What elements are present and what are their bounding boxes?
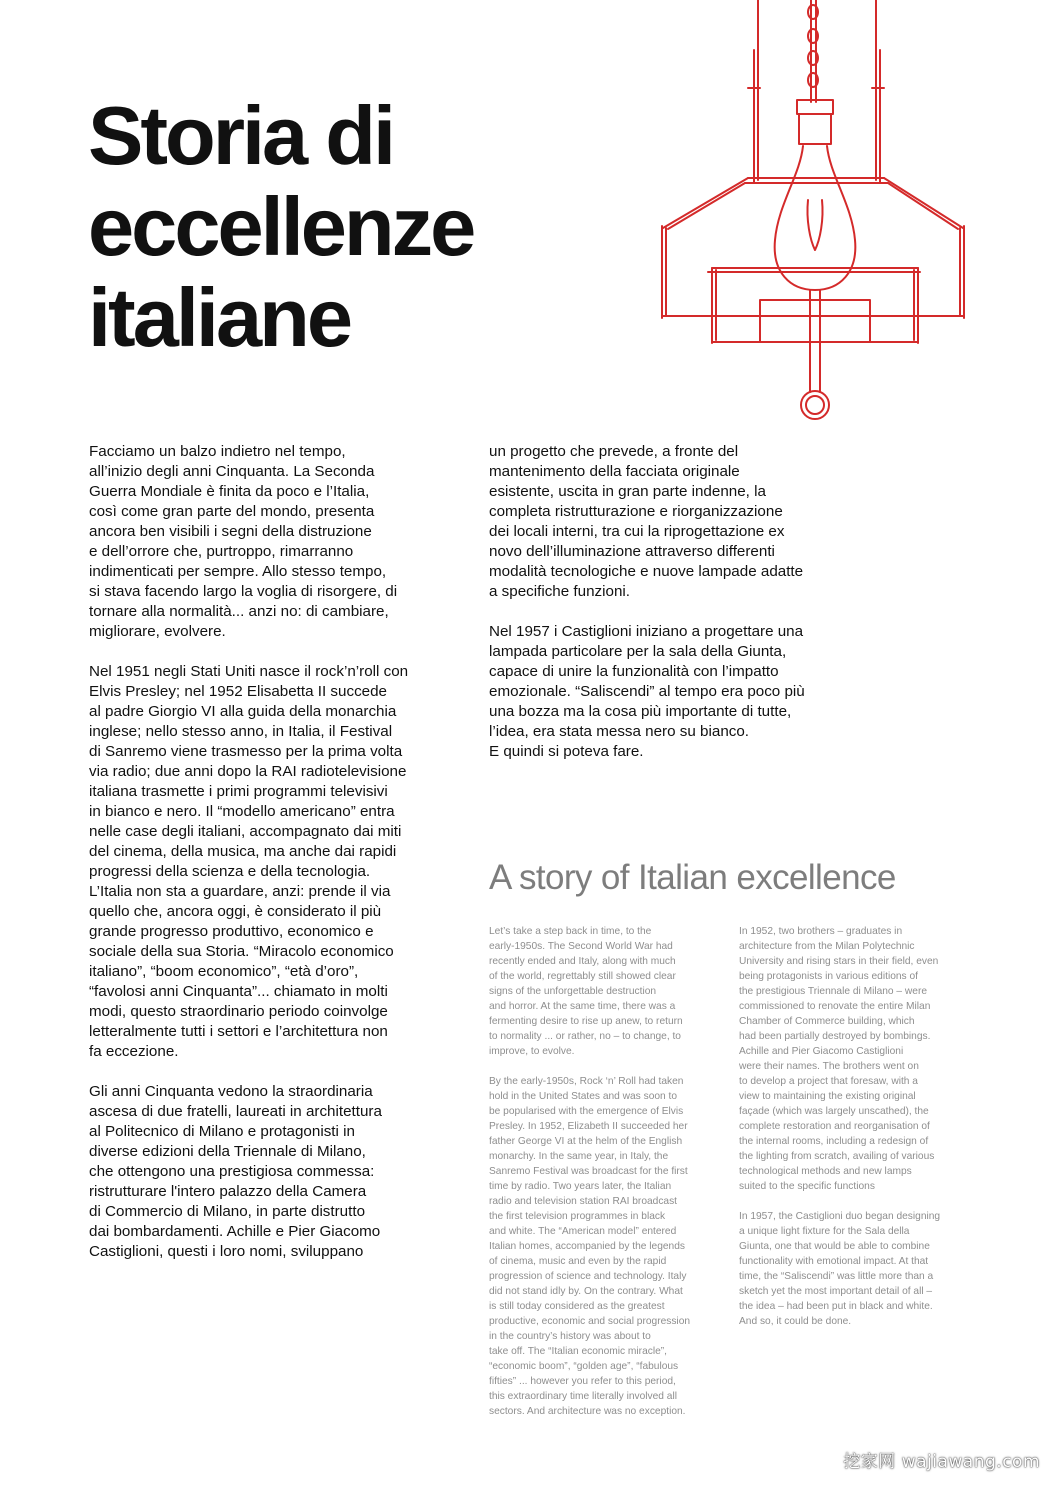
italian-paragraph: Nel 1957 i Castiglioni iniziano a progettare una lampada particolare per la sala della Giunta, capace di unire la funzionalità con l’impatto emozionale. “Saliscendi” al tempo era poco più una bozza ma la cosa più importante di tutte, l’idea, era stata messa nero su bianco. E quindi si poteva fare. [489,623,805,760]
watermark: 挖家网 wajiawang.com [843,1452,1040,1472]
english-paragraph: Let’s take a step back in time, to the early-1950s. The Second World War had recently ended and Italy, along with much of the world, regrettably still showed clear signs of the unforgettable destruction and horror. At the same time, there was a fermenting desire to rise up anew, to return to normality ... or rather, no – to change, to improve, to evolve. [489,926,683,1057]
italian-paragraph: un progetto che prevede, a fronte del mantenimento della facciata originale esistente, uscita in gran parte indenne, la completa ristrutturazione e riorganizzazione dei locali interni, tra cui la riprogettazione ex novo dell’illuminazione attraverso differenti modalità tecnologiche e nuove lampade adatte a specifiche funzioni. [489,443,804,600]
italian-column-2 [489,442,849,782]
italian-paragraph: Nel 1951 negli Stati Uniti nasce il rock’n’roll con Elvis Presley; nel 1952 Elisabetta II succede al padre Giorgio VI alla guida della monarchia inglese; nello stesso anno, in Italia, il Festival di Sanremo viene trasmesso per la prima volta via radio; due anni dopo la RAI radiotelevisione italiana trasmette i primi programmi televisivi in bianco e nero. Il “modello americano” entra nelle case degli italiani, accompagnato dai miti del cinema, della musica, ma anche dai rapidi progressi della scienza e della tecnologia. L’Italia non sta a guardare, anzi: prende il via quello che, ancora oggi, è considerato il più grande progresso produttivo, economico e sociale della sua Storia. “Miracolo economico italiano”, “boom economico”, “età d’oro”, “favolosi anni Cinquanta”... chiamato in molti modi, questo straordinario periodo coinvolge letteralmente tutti i settori e l’architettura non fa eccezione. [89,663,409,1060]
title-line-2: eccellenze [88,180,474,273]
pendant-lamp-sketch-icon [655,0,975,425]
english-section-title: A story of Italian excellence [489,858,896,897]
title-line-3: italiane [88,271,351,364]
italian-column-1 [89,442,449,1282]
page-title [88,90,648,363]
english-paragraph: In 1952, two brothers – graduates in architecture from the Milan Polytechnic University and rising stars in their field, even being protagonists in various editions of the prestigious Triennale di Milano – were commissioned to renovate the entire Milan Chamber of Commerce building, which had been partially destroyed by bombings. Achille and Pier Giacomo Castiglioni were their names. The brothers went on to develop a project that foresaw, with a view to maintaining the existing original façade (which was largely unscathed), the complete restoration and reorganisation of the internal rooms, including a redesign of the lighting from scratch, availing of various technological methods and new lamps suited to the specific functions [739,926,939,1192]
english-column-1 [489,924,724,1434]
english-paragraph: By the early-1950s, Rock ‘n’ Roll had taken hold in the United States and was soon to be popularised with the emergence of Elvis Presley. In 1952, Elizabeth II succeeded her father George VI at the helm of the English monarchy. In the same year, in Italy, the Sanremo Festival was broadcast for the first time by radio. Two years later, the Italian radio and television station RAI broadcast the first television programmes in black and white. The “American model” entered Italian homes, accompanied by the legends of cinema, music and even by the rapid progression of science and technology. Italy did not stand idly by. On the contrary. What is still today considered as the greatest productive, economic and social progression in the country’s history was about to take off. The “Italian economic miracle”, “economic boom”, “golden age”, “fabulous fifties” ... however you refer to this period, this extraordinary time literally involved all sectors. And architecture was no exception. [489,1076,691,1417]
italian-paragraph: Gli anni Cinquanta vedono la straordinaria ascesa di due fratelli, laureati in architettura al Politecnico di Milano e protagonisti in diverse edizioni della Triennale di Milano, che ottengono una prestigiosa commessa: ristrutturare l'intero palazzo della Camera di Commercio di Milano, in parte distrutto dai bombardamenti. Achille e Pier Giacomo Castiglioni, questi i loro nomi, sviluppano [89,1083,382,1260]
title-line-1: Storia di [88,89,394,182]
italian-paragraph: Facciamo un balzo indietro nel tempo, all’inizio degli anni Cinquanta. La Seconda Guerra Mondiale è finita da poco e l’Italia, così come gran parte del mondo, presenta ancora ben visibili i segni della distruzione e dell’orrore che, purtroppo, rimarranno indimenticati per sempre. Allo stesso tempo, si stava facendo largo la voglia di risorgere, di tornare alla normalità... anzi no: di cambiare, migliorare, evolvere. [89,443,398,640]
english-column-2 [739,924,974,1344]
english-paragraph: In 1957, the Castiglioni duo began designing a unique light fixture for the Sala della Giunta, one that would be able to combine functionality with emotional impact. At that time, the “Saliscendi” was little more than a sketch yet the most important detail of all – the idea – had been put in black and white. And so, it could be done. [739,1211,941,1327]
